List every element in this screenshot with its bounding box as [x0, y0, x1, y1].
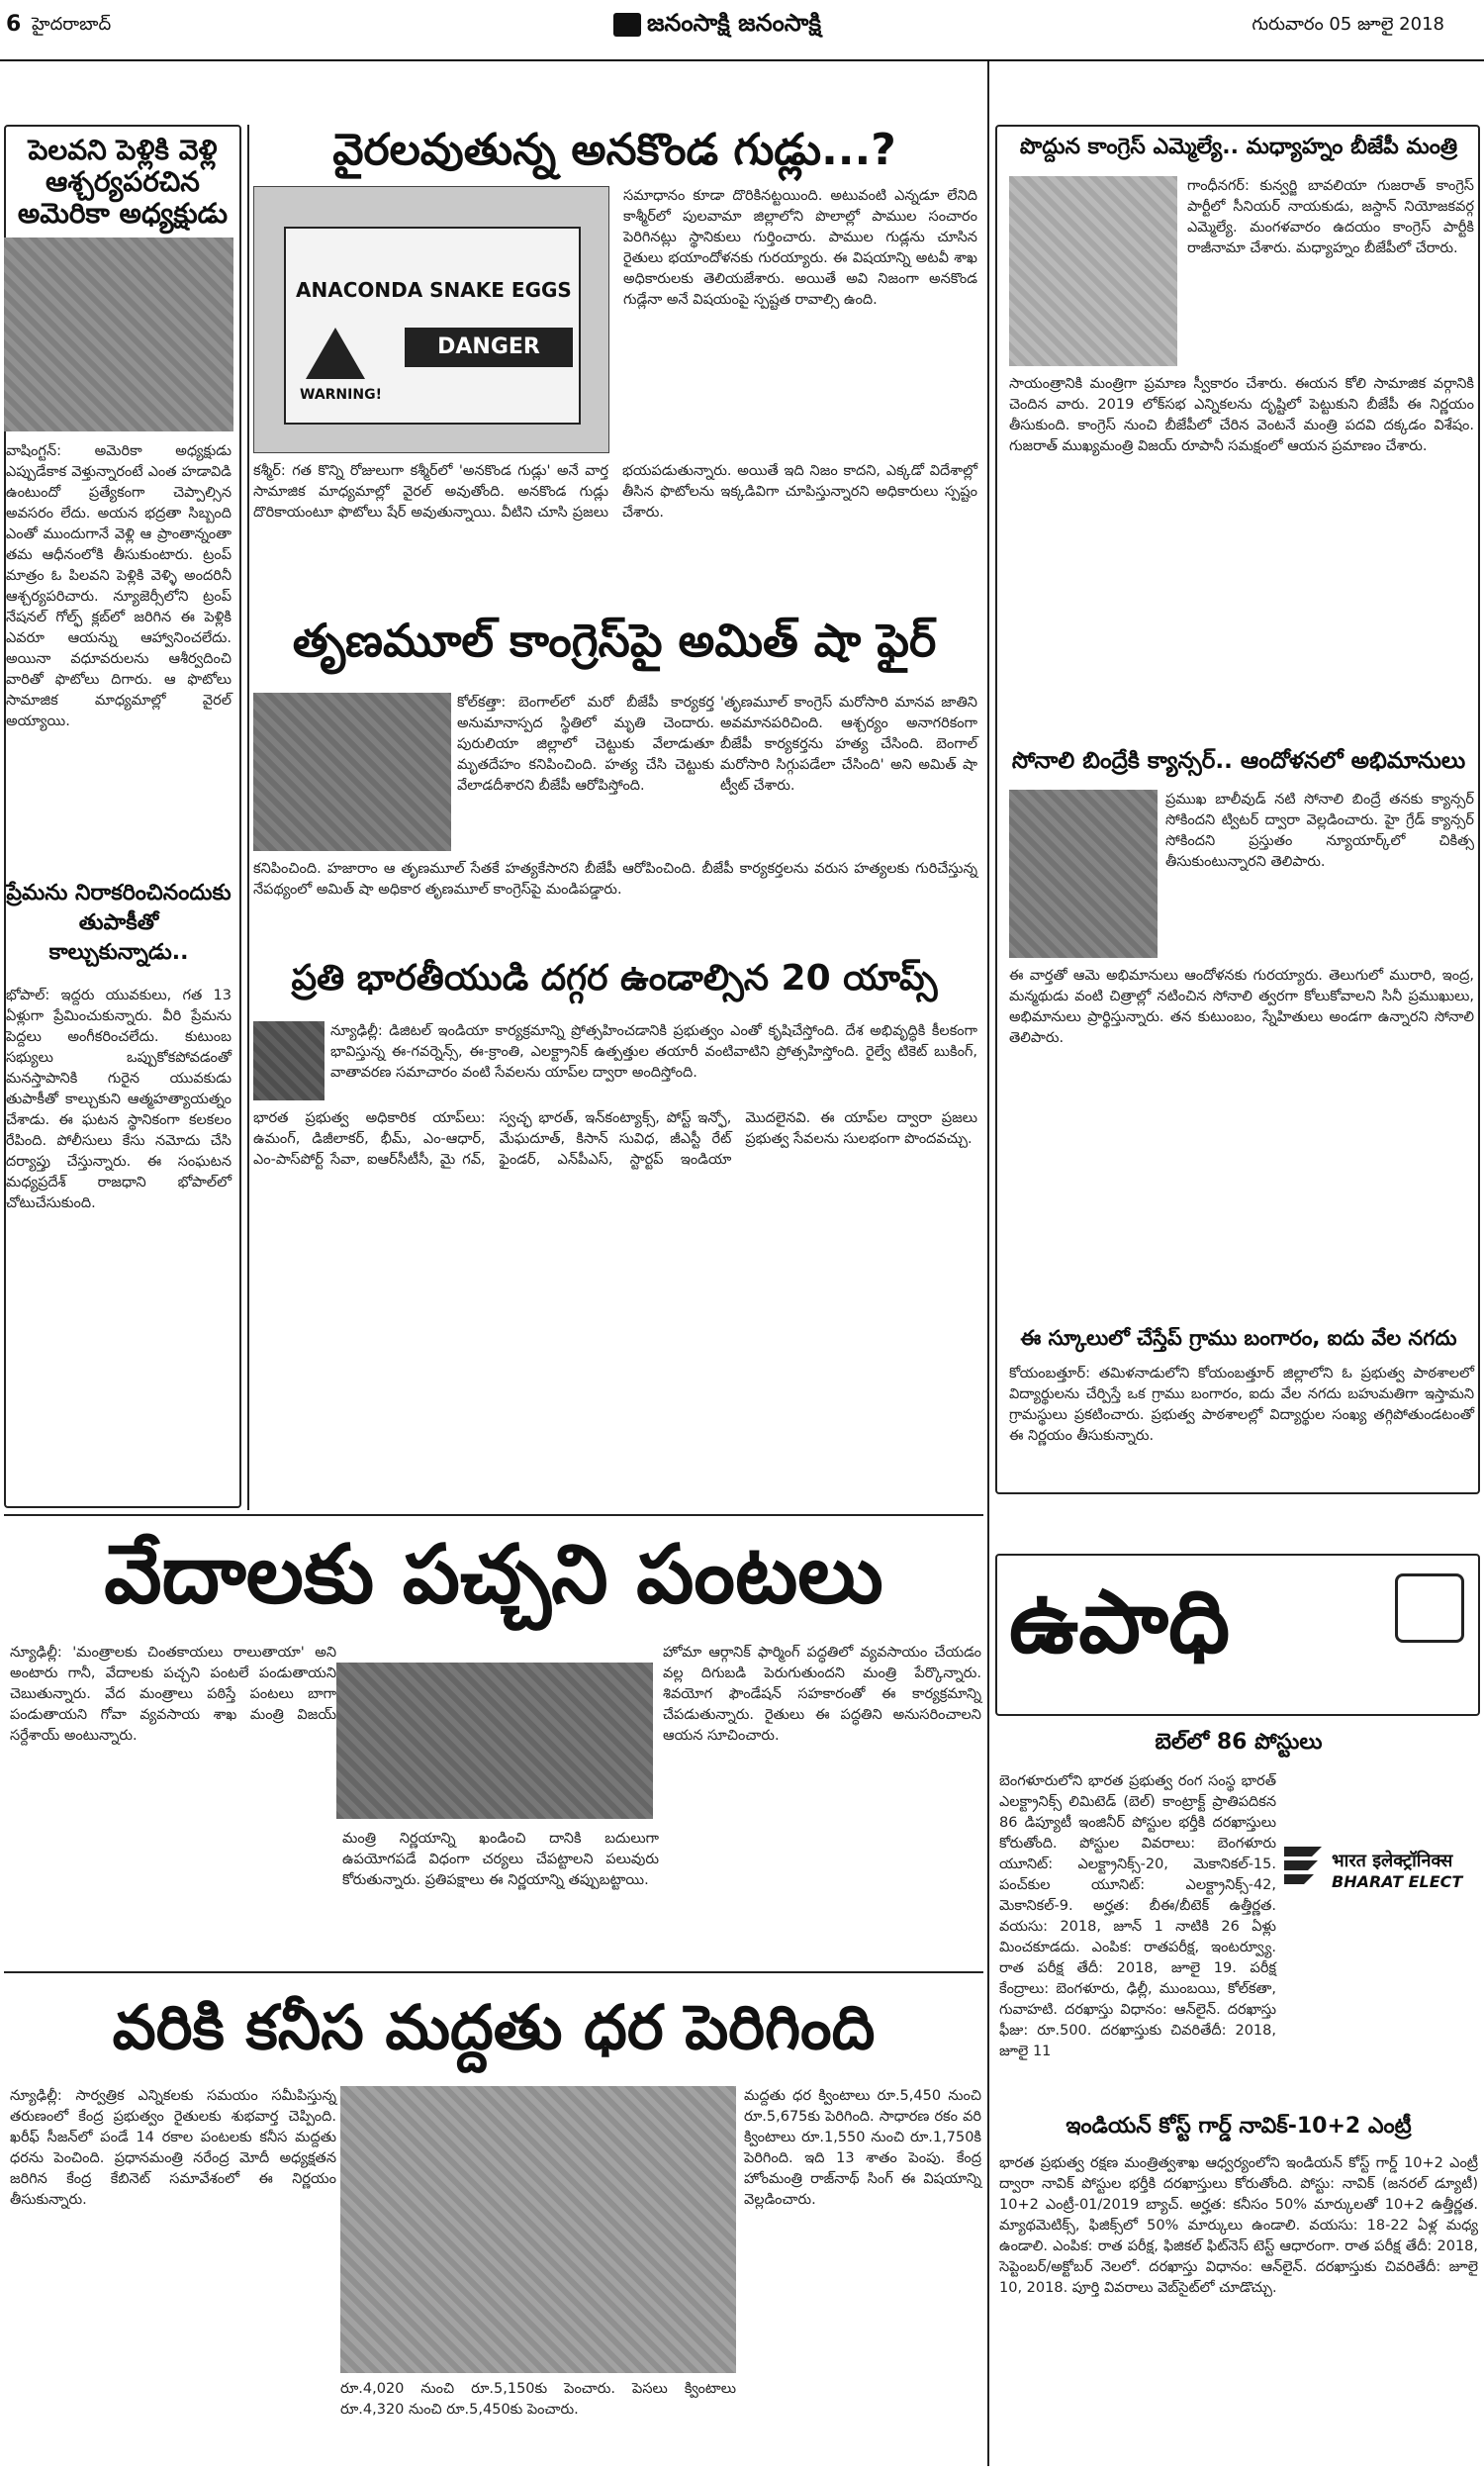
mla-photo [1009, 176, 1177, 366]
column-divider [987, 61, 989, 2466]
bel-emblem-icon [1282, 1837, 1328, 1886]
issue-date: గురువారం 05 జూలై 2018 [1252, 14, 1444, 35]
congress-mla-body1: గాంధీనగర్: కున్వర్జి బావలియా గుజరాత్ కాంగ్రెస్ పార్టీలో సీనియర్ నాయకుడు, జస్దాన్ నియోజకవర్గ ఎమ్మెల్యే. మంగళవారం ఉదయం కాంగ్రెస్ పార్టీకి రాజీనామా చేశారు. మధ్యాహ్నం బీజేపీలో చేరారు. [1187, 178, 1474, 256]
anaconda-sign [284, 227, 581, 425]
paddy-field-photo [340, 2086, 736, 2373]
amit-shah-body-bottom: కనిపించింది. హజారాం ఆ తృణమూల్ సేతకే హత్యకేసారని బీజేపీ ఆరోపించింది. బీజేపీ కార్యకర్తలను వరుస హత్యలకు గురిచేస్తున్న నేపథ్యంలో అమిత్ షా అధికార తృణమూల్ కాంగ్రెస్‌పై మండిపడ్డారు. [253, 861, 977, 898]
sign-warning: WARNING! [300, 387, 382, 403]
bel-posts-body: బెంగళూరులోని భారత ప్రభుత్వ రంగ సంస్థ భారత్ ఎలక్ట్రానిక్స్ లిమిటెడ్ (బెల్) కాంట్రాక్ట్ ప్రాతిపదికన 86 డిప్యూటీ ఇంజినీర్ పోస్టుల భర్తీకి దరఖాస్తులు కోరుతోంది. పోస్టుల వివరాలు: బెంగళూరు యూనిట్: ఎలక్ట్రానిక్స్-20, మెకానికల్-15. పంచ్‌కుల యూనిట్: ఎలక్ట్రానిక్స్-42, మెకానికల్-9. అర్హత: బీఈ/బీటెక్ ఉత్తీర్ణత. వయసు: 2018, జూన్ 1 నాటికి 26 ఏళ్లు మించకూడదు. ఎంపిక: రాతపరీక్ష, ఇంటర్వ్యూ. రాత పరీక్ష తేదీ: 2018, జూలై 19. పరీక్ష కేంద్రాలు: బెంగళూరు, ఢిల్లీ, ముంబయి, కోల్‌కతా, గువాహటి. దరఖాస్తు విధానం: ఆన్‌లైన్. దరఖాస్తు ఫీజు: రూ.500. దరఖాస్తుకు చివరితేదీ: 2018, జూలై 11 [999, 1773, 1276, 2059]
anaconda-photo [253, 186, 609, 453]
vedas-body2: మంత్రి నిర్ణయాన్ని ఖండించి దానికి బదులుగా ఉపయోగపడే విధంగా చర్యలు చేపట్టాలని పలువురు కోరుతున్నారు. ప్రతిపక్షాలు ఈ నిర్ణయాన్ని తప్పుబట్టాయి. [342, 1831, 659, 1888]
masthead-title: జనంసాక్షి జనంసాక్షి [647, 8, 822, 37]
masthead [613, 8, 821, 43]
congress-mla-headline: పొద్దున కాంగ్రెస్ ఎమ్మెల్యే.. మధ్యాహ్నం బీజేపీ మంత్రి [1019, 135, 1458, 159]
left-story-headline: పెలవని పెళ్లికి వెళ్లి ఆశ్చర్యపరచిన అమెరికా అధ్యక్షుడు [17, 134, 229, 231]
amit-shah-headline: తృణమూల్ కాంగ్రెస్‌పై అమిత్ షా ఫైర్ [292, 614, 937, 667]
apps-body1: న్యూఢిల్లీ: డిజిటల్ ఇండియా కార్యక్రమాన్ని ప్రోత్సహించడానికి ప్రభుత్వం ఎంతో కృషిచేస్తోంది. దేశ అభివృద్ధికి కీలకంగా భావిస్తున్న ఈ-గవర్నెన్స్, ఈ-క్రాంతి, ఎలక్ట్రానిక్ ఉత్పత్తుల తయారీ వంటివాటిని ప్రోత్సహిస్తోంది. రైల్వే టికెట్ బుకింగ్, వాతావరణ సమాచారం వంటి సేవలను యాప్‌ల ద్వారా అందిస్తోంది. [330, 1023, 977, 1081]
anaconda-headline: వైరలవుతున్న అనకొండ గుడ్లు...? [332, 125, 896, 175]
sonali-photo [1009, 790, 1158, 958]
vedas-photo [336, 1663, 653, 1819]
apps-headline: ప్రతి భారతీయుడి దగ్గర ఉండాల్సిన 20 యాప్స్ [291, 958, 938, 999]
sonali-body2: ఈ వార్తతో ఆమె అభిమానులు ఆందోళనకు గురయ్యారు. తెలుగులో మురారి, ఇంద్ర, మన్మథుడు వంటి చిత్రాల్లో నటించిన సోనాలి త్వరగా కోలుకోవాలని సినీ ప్రముఖులు, అభిమానులు ప్రార్థిస్తున్నారు. తన కుటుంబం, స్నేహితులు అండగా ఉన్నారని సోనాలి తెలిపారు. [1009, 968, 1474, 1046]
vedas-body3: హోమా ఆర్గానిక్ ఫార్మింగ్ పద్ధతిలో వ్యవసాయం చేయడం వల్ల దిగుబడి పెరుగుతుందని మంత్రి పేర్కొన్నారు. శివయోగ ఫౌండేషన్ సహకారంతో ఈ కార్యక్రమాన్ని చేపడుతున్నారు. రైతులు ఈ పద్ధతిని అనుసరించాలని ఆయన సూచించారు. [663, 1645, 981, 1744]
bel-hindi-name: भारत इलेक्ट्रॉनिक्स [1332, 1851, 1453, 1871]
bel-logo [1282, 1837, 1480, 1906]
anaconda-body-right: సమాధానం కూడా దొరికినట్టయింది. అటువంటి ఎన్నడూ లేనిది కాశ్మీర్‌లో పులవామా జిల్లాలోని పొలాల్లో పాముల సంచారం పెరిగినట్లు స్థానికులు గుర్తించారు. పాముల గుడ్లను చూసిన రైతులు భయాందోళనకు గురయ్యారు. ఈ విషయాన్ని అటవీ శాఖ అధికారులకు తెలియజేశారు. అయితే అవి నిజంగా అనకొండ గుడ్లేనా అనే విషయంపై స్పష్టత రావాల్సి ఉంది. [623, 188, 977, 308]
sign-title: ANACONDA SNAKE EGGS [296, 278, 572, 302]
column-divider [247, 125, 249, 1510]
wedding-photo [4, 238, 233, 431]
megaphone-icon [1395, 1573, 1464, 1643]
page-header [0, 0, 1484, 61]
phone-photo [253, 1021, 325, 1100]
coast-guard-body: భారత ప్రభుత్వ రక్షణ మంత్రిత్వశాఖ ఆధ్వర్యంలోని ఇండియన్ కోస్ట్ గార్డ్ 10+2 ఎంట్రీ ద్వారా నావిక్ పోస్టుల భర్తీకి దరఖాస్తులు కోరుతోంది. పోస్టు: నావిక్ (జనరల్ డ్యూటీ) 10+2 ఎంట్రీ-01/2019 బ్యాచ్. అర్హత: కనీసం 50% మార్కులతో 10+2 ఉత్తీర్ణత. మ్యాథమెటిక్స్, ఫిజిక్స్‌లో 50% మార్కులు ఉండాలి. వయసు: 18-22 ఏళ్ల మధ్య ఉండాలి. ఎంపిక: రాత పరీక్ష, ఫిజికల్ ఫిట్‌నెస్ టెస్ట్ ఆధారంగా. రాత పరీక్ష తేదీ: 2018, సెప్టెంబర్/అక్టోబర్ నెలలో. దరఖాస్తు విధానం: ఆన్‌లైన్. దరఖాస్తుకు చివరితేదీ: జూలై 10, 2018. పూర్తి వివరాలు వెబ్‌సైట్‌లో చూడొచ్చు. [999, 2155, 1478, 2296]
school-gold-headline: ఈ స్కూలులో చేస్తేప్ గ్రాము బంగారం, ఐదు వేల నగదు [1020, 1326, 1457, 1350]
sonali-body1: ప్రముఖ బాలీవుడ్ నటి సోనాలి బింద్రే తనకు క్యాన్సర్ సోకిందని ట్విటర్ ద్వారా వెల్లడించారు. హై గ్రేడ్ క్యాన్సర్ సోకిందని ప్రస్తుతం న్యూయార్క్‌లో చికిత్స తీసుకుంటున్నారని తెలిపారు. [1165, 792, 1474, 870]
page-number: 6 [6, 12, 22, 37]
school-gold-body: కోయంబత్తూర్: తమిళనాడులోని కోయంబత్తూర్ జిల్లాలోని ఓ ప్రభుత్వ పాఠశాలలో విద్యార్థులను చేర్పిస్తే ఒక గ్రాము బంగారం, ఐదు వేల నగదు బహుమతిగా ఇస్తామని గ్రామస్థులు ప్రకటించారు. ప్రభుత్వ పాఠశాలల్లో విద్యార్థుల సంఖ్య తగ్గిపోతుండటంతో ఈ నిర్ణయం తీసుకున్నారు. [1009, 1366, 1474, 1444]
msp-body1: న్యూఢిల్లీ: సార్వత్రిక ఎన్నికలకు సమయం సమీపిస్తున్న తరుణంలో కేంద్ర ప్రభుత్వం రైతులకు శుభవార్త చెప్పింది. ఖరీఫ్ సీజన్‌లో పండే 14 రకాల పంటలకు కనీస మద్దతు ధరను పెంచింది. ప్రధానమంత్రి నరేంద్ర మోదీ అధ్యక్షతన జరిగిన కేంద్ర కేబినెట్ సమావేశంలో ఈ నిర్ణయం తీసుకున్నారు. [10, 2088, 336, 2208]
anaconda-body-bottom: కశ్మీర్: గత కొన్ని రోజులుగా కశ్మీర్‌లో 'అనకొండ గుడ్లు' అనే వార్త సామాజిక మాధ్యమాల్లో వైరల్ అవుతోంది. అనకొండ గుడ్లు దొరికాయంటూ ఫొటోలు షేర్ అవుతున్నాయి. వీటిని చూసి ప్రజలు భయపడుతున్నారు. అయితే ఇది నిజం కాదని, ఎక్కడో విదేశాల్లో తీసిన ఫొటోలను ఇక్కడివిగా చూపిస్తున్నారని అధికారులు స్పష్టం చేశారు. [253, 463, 977, 521]
amit-shah-body1: కోల్‌కత్తా: బెంగాల్‌లో మరో బీజేపీ కార్యకర్త అనుమానాస్పద స్థితిలో మృతి చెందారు. పురులియా జిల్లాలో చెట్టుకు వేలాడుతూ మృతదేహం కనిపించింది. హత్య చేసి చెట్టుకు వేలాడదీశారని బీజేపీ ఆరోపిస్తోంది. [457, 695, 714, 794]
sign-danger: DANGER [405, 328, 573, 367]
msp-caption: రూ.4,020 నుంచి రూ.5,150కు పెంచారు. పెసలు క్వింటాలు రూ.4,320 నుంచి రూ.5,450కు పెంచారు. [340, 2381, 736, 2418]
vedas-body1: న్యూఢిల్లీ: 'మంత్రాలకు చింతకాయలు రాలుతాయా' అని అంటారు గానీ, వేదాలకు పచ్చని పంటలే పండుతాయని చెబుతున్నారు. వేద మంత్రాలు పఠిస్తే పంటలు బాగా పండుతాయని గోవా వ్యవసాయ శాఖ మంత్రి విజయ్ సర్దేశాయ్ అంటున్నారు. [10, 1645, 336, 1744]
bel-posts-title: బెల్‌లో 86 పోస్టులు [1155, 1730, 1323, 1755]
left-story-body: వాషింగ్టన్: అమెరికా అధ్యక్షుడు ఎప్పుడేకాక వెళ్తున్నారంటే ఎంత హడావిడి ఉంటుందో ప్రత్యేకంగా చెప్పాల్సిన అవసరం లేదు. అయన భద్రతా సిబ్బంది ఎంతో ముందుగానే వెళ్లి ఆ ప్రాంతాన్నంతా తమ ఆధీనంలోకి తీసుకుంటారు. ట్రంప్ మాత్రం ఓ పిలవని పెళ్లికి వెళ్ళి అందరినీ ఆశ్చర్యపరిచారు. న్యూజెర్సీలోని ట్రంప్ నేషనల్ గోల్ఫ్ క్లబ్‌లో జరిగిన ఈ పెళ్లికి ఎవరూ ఆయన్ను ఆహ్వానించలేదు. అయినా వధూవరులను ఆశీర్వదించి వారితో ఫొటోలు దిగారు. ఆ ఫొటోలు సామాజిక మాధ్యమాల్లో వైరల్ అయ్యాయి. [6, 443, 232, 729]
left-story-body2: భోపాల్: ఇద్దరు యువకులు, గత 13 ఏళ్లుగా ప్రేమించుకున్నారు. వీరి ప్రేమను పెద్దలు అంగీకరించలేదు. కుటుంబ సభ్యులు ఒప్పుకోకపోవడంతో మనస్తాపానికి గురైన యువకుడు తుపాకీతో కాల్చుకుని ఆత్మహత్యాయత్నం చేశాడు. ఈ ఘటన స్థానికంగా కలకలం రేపింది. పోలీసులు కేసు నమోదు చేసి దర్యాప్తు చేస్తున్నారు. ఈ సంఘటన మధ్యప్రదేశ్ రాజధాని భోపాల్‌లో చోటుచేసుకుంది. [6, 988, 232, 1211]
masthead-logo-icon [613, 13, 641, 37]
jobs-logo: ఉపాధి [1009, 1570, 1231, 1672]
msp-headline: వరికి కనీస మద్దతు ధర పెరిగింది [4, 1971, 983, 2080]
sonali-headline: సోనాలి బింద్రేకి క్యాన్సర్.. ఆందోళనలో అభిమానులు [1011, 748, 1466, 774]
bel-english-name: BHARAT ELECT [1332, 1872, 1463, 1891]
warning-triangle-icon [306, 328, 365, 379]
amit-shah-photo [253, 693, 451, 851]
vedas-headline: వేదాలకు పచ్చని పంటలు [4, 1514, 983, 1633]
edition-label: హైదరాబాద్ [32, 14, 112, 35]
apps-body2: భారత ప్రభుత్వ అధికారిక యాప్‌లు: ఉమంగ్, డిజీలాకర్, భీమ్, ఎం-ఆధార్, ఎం-పాస్‌పోర్ట్ సేవా, ఐఆర్‌సీటీసీ, మై గవ్, స్వచ్ఛ భారత్, ఇన్‌కంట్యాక్స్, పోస్ట్ ఇన్ఫో, మేఘదూత్, కిసాన్ సువిధ, జీఎస్టీ రేట్ ఫైండర్, ఎన్‌పీఎస్, స్టార్టప్ ఇండియా మొదలైనవి. ఈ యాప్‌ల ద్వారా ప్రజలు ప్రభుత్వ సేవలను సులభంగా పొందవచ్చు. [253, 1110, 977, 1168]
left-subhead: ప్రేమను నిరాకరించినందుకు తుపాకీతో కాల్చుకున్నాడు.. [6, 881, 232, 965]
amit-shah-body2: 'తృణమూల్ కాంగ్రెస్ మరోసారి మానవ జాతిని అవమానపరిచింది. ఆశ్చర్యం అనాగరికంగా బీజేపీ కార్యకర్తను హత్య చేసింది. బెంగాల్ మరోసారి సిగ్గుపడేలా చేసింది' అని అమిత్ షా ట్వీట్ చేశారు. [720, 695, 977, 794]
coast-guard-title: ఇండియన్ కోస్ట్ గార్డ్ నావిక్-10+2 ఎంట్రీ [1066, 2114, 1412, 2139]
msp-body2: మద్దతు ధర క్వింటాలు రూ.5,450 నుంచి రూ.5,675కు పెరిగింది. సాధారణ రకం వరి క్వింటాలు రూ.1,550 నుంచి రూ.1,750కి పెరిగింది. ఇది 13 శాతం పెంపు. కేంద్ర హోంమంత్రి రాజ్‌నాథ్ సింగ్ ఈ విషయాన్ని వెల్లడించారు. [744, 2088, 981, 2208]
congress-mla-body2: సాయంత్రానికి మంత్రిగా ప్రమాణ స్వీకారం చేశారు. ఈయన కోలి సామాజిక వర్గానికి చెందిన వారు. 2019 లోక్‌సభ ఎన్నికలను దృష్టిలో పెట్టుకుని బీజేపీ ఈ నిర్ణయం తీసుకుంది. కాంగ్రెస్ నుంచి బీజేపీలో చేరిన వెంటనే మంత్రి పదవి దక్కడం విశేషం. గుజరాత్ ముఖ్యమంత్రి విజయ్ రూపానీ సమక్షంలో ఆయన ప్రమాణం చేశారు. [1009, 376, 1474, 454]
